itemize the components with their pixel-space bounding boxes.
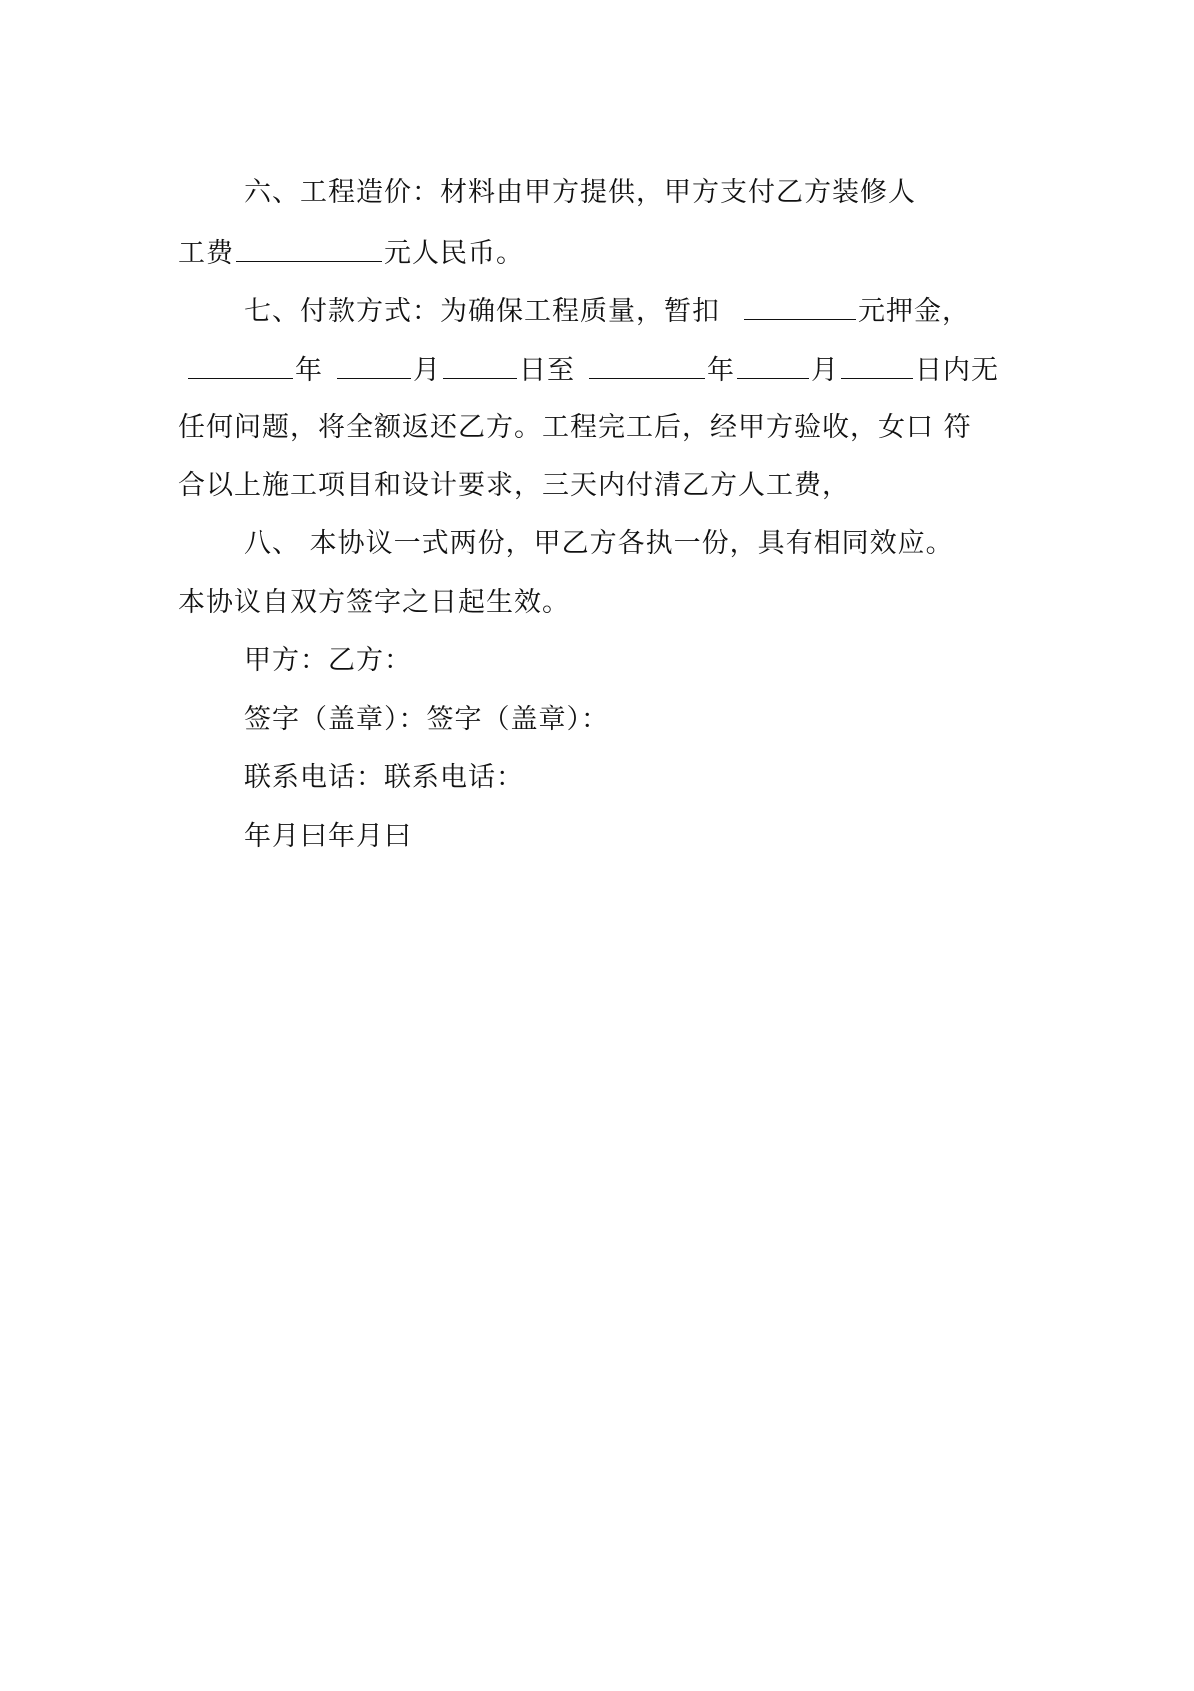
start-day-label: 日至 (519, 355, 575, 386)
deposit-blank (744, 292, 856, 320)
signature-line: 签字（盖章）：签字（盖章）： (244, 704, 609, 735)
deposit-unit: 元押金， (858, 296, 970, 327)
labor-fee-unit: 元人民币。 (384, 238, 524, 269)
section-6-line-1: 六、工程造价：材料由甲方提供，甲方支付乙方装修人 (244, 177, 916, 208)
end-month-blank (737, 351, 809, 379)
end-day-blank (841, 351, 913, 379)
start-year-label: 年 (295, 355, 323, 386)
section-8-line-2: 本协议自双方签字之日起生效。 (178, 587, 570, 618)
section-7-line-3: 任何问题，将全额返还乙方。工程完工后，经甲方验收，女口 符 (178, 412, 972, 443)
section-6-line-2 (178, 234, 524, 270)
start-month-blank (337, 351, 411, 379)
section-7-date-range (186, 351, 999, 387)
labor-fee-blank (236, 234, 382, 262)
end-day-label: 日内无 (915, 355, 999, 386)
end-month-label: 月 (811, 355, 839, 386)
labor-fee-label: 工费 (178, 238, 234, 269)
start-year-blank (188, 351, 293, 379)
date-line: 年月曰年月曰 (244, 821, 412, 852)
section-7-line-1 (244, 292, 970, 328)
end-year-blank (589, 351, 705, 379)
section-7-line-4: 合以上施工项目和设计要求，三天内付清乙方人工费， (178, 470, 850, 501)
start-month-label: 月 (413, 355, 441, 386)
start-day-blank (443, 351, 517, 379)
parties-line: 甲方：乙方： (244, 645, 412, 676)
end-year-label: 年 (707, 355, 735, 386)
section-8-line-1: 八、 本协议一式两份，甲乙方各执一份，具有相同效应。 (244, 528, 954, 559)
phone-line: 联系电话：联系电话： (244, 762, 524, 793)
deposit-label: 七、付款方式：为确保工程质量，暂扣 (244, 296, 720, 327)
